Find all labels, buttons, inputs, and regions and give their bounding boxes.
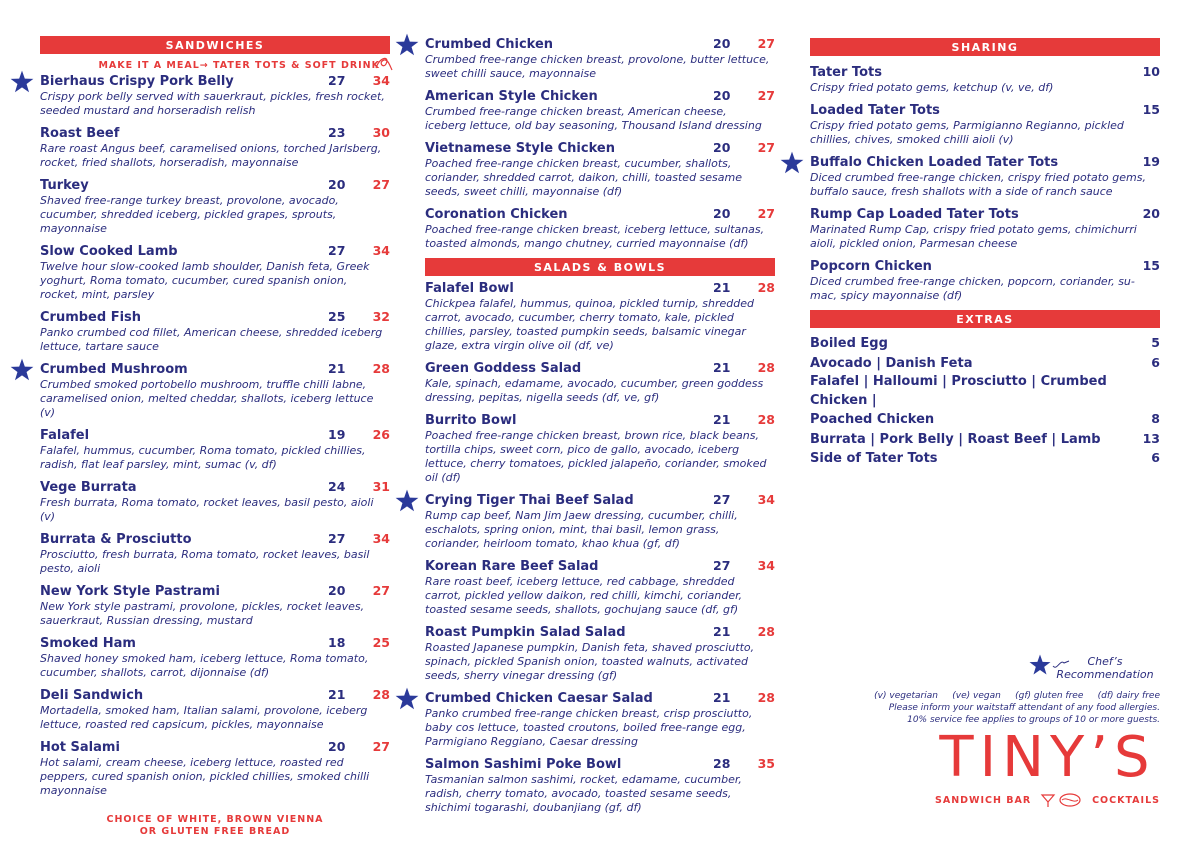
item-description: Crumbed free-range chicken breast, American cheese, iceberg lettuce, old bay seasoning, Thousand Island dressing bbox=[425, 105, 762, 132]
item-price: 20 bbox=[713, 88, 731, 103]
item-header bbox=[425, 360, 775, 377]
item-meal-price: 27 bbox=[372, 583, 390, 598]
item-header bbox=[425, 140, 775, 157]
item-header bbox=[40, 739, 390, 756]
item-name: Crumbed Chicken Caesar Salad bbox=[425, 691, 653, 706]
extras-price: 8 bbox=[1151, 411, 1160, 426]
item-name: Buffalo Chicken Loaded Tater Tots bbox=[810, 155, 1059, 170]
item-description: Roasted Japanese pumpkin, Danish feta, shaved prosciutto, spinach, pickled Spanish onion, toasted walnuts, activated seeds, sherry vinegar dressing (gf) bbox=[425, 641, 755, 682]
item-meal-price: 26 bbox=[372, 427, 390, 442]
item-meal-price: 28 bbox=[372, 361, 390, 376]
item-header bbox=[40, 309, 390, 326]
menu-item-salmon-sashimi-poke-bowl bbox=[425, 756, 775, 815]
item-price: 24 bbox=[328, 479, 346, 494]
item-description: Crispy pork belly served with sauerkraut, pickles, fresh rocket, seeded mustard and horseradish relish bbox=[40, 90, 385, 117]
item-name: Korean Rare Beef Salad bbox=[425, 559, 599, 574]
legend-line-3: 10% service fee applies to groups of 10 or more guests. bbox=[907, 715, 1160, 725]
item-description: Mortadella, smoked ham, Italian salami, provolone, iceberg lettuce, roasted red capsicum, pickles, mayonnaise bbox=[40, 704, 368, 731]
item-price: 21 bbox=[713, 412, 731, 427]
item-description: Crispy fried potato gems, ketchup (v, ve, df) bbox=[810, 81, 1054, 94]
item-description: Twelve hour slow-cooked lamb shoulder, Danish feta, Greek yoghurt, Roma tomato, cucumber, cured spanish onion, rocket, mint, parsley bbox=[40, 260, 370, 301]
tinys-logo bbox=[935, 725, 1160, 808]
item-header bbox=[40, 427, 390, 444]
item-description: Fresh burrata, Roma tomato, rocket leaves, basil pesto, aioli (v) bbox=[40, 496, 374, 523]
item-header bbox=[40, 687, 390, 704]
swirl-icon bbox=[374, 54, 394, 72]
sandwiches-column bbox=[40, 36, 390, 838]
item-price: 19 bbox=[328, 427, 346, 442]
item-header bbox=[40, 73, 390, 90]
item-name: New York Style Pastrami bbox=[40, 584, 220, 599]
item-name: Crumbed Mushroom bbox=[40, 362, 188, 377]
item-price: 20 bbox=[713, 206, 731, 221]
menu-item-roast-beef bbox=[40, 125, 390, 170]
menu-item-korean-rare-beef-salad bbox=[425, 558, 775, 617]
item-price: 10 bbox=[1142, 64, 1160, 79]
menu-item-crumbed-mushroom bbox=[40, 361, 390, 420]
item-price: 21 bbox=[328, 361, 346, 376]
item-name: Tater Tots bbox=[810, 65, 882, 80]
item-name: Turkey bbox=[40, 178, 89, 193]
item-price: 27 bbox=[328, 243, 346, 258]
dietary-legend bbox=[840, 690, 1160, 726]
extras-name: Boiled Egg bbox=[810, 336, 888, 351]
item-description: Crumbed free-range chicken breast, provolone, butter lettuce, sweet chilli sauce, mayonnaise bbox=[425, 53, 770, 80]
item-description: Panko crumbed free-range chicken breast, crisp prosciutto, baby cos lettuce, toasted croutons, boiled free-range egg, Parmigiano Reggiano, Caesar dressing bbox=[425, 707, 753, 748]
item-name: Vege Burrata bbox=[40, 480, 137, 495]
extras-price: 6 bbox=[1151, 354, 1160, 370]
menu-item-bierhaus-crispy-pork-belly bbox=[40, 73, 390, 118]
item-name: Popcorn Chicken bbox=[810, 259, 932, 274]
item-price: 21 bbox=[713, 360, 731, 375]
item-name: Roast Beef bbox=[40, 126, 120, 141]
item-meal-price: 27 bbox=[757, 140, 775, 155]
item-header bbox=[40, 531, 390, 548]
star-icon bbox=[1028, 653, 1052, 677]
item-header bbox=[40, 177, 390, 194]
menu-item-falafel bbox=[40, 427, 390, 472]
item-header bbox=[40, 125, 390, 142]
item-meal-price: 27 bbox=[757, 206, 775, 221]
item-name: Bierhaus Crispy Pork Belly bbox=[40, 74, 234, 89]
menu-item-burrito-bowl bbox=[425, 412, 775, 485]
menu-item-crumbed-fish bbox=[40, 309, 390, 354]
menu-item-vietnamese-style-chicken bbox=[425, 140, 775, 199]
bread-note-line-1: CHOICE OF WHITE, BROWN VIENNA bbox=[106, 814, 324, 825]
item-meal-price: 28 bbox=[757, 690, 775, 705]
meal-note bbox=[40, 60, 380, 71]
item-description: Prosciutto, fresh burrata, Roma tomato, rocket leaves, basil pesto, aioli bbox=[40, 548, 370, 575]
item-meal-price: 32 bbox=[372, 309, 390, 324]
menu-item-rump-cap-loaded-tater-tots bbox=[810, 206, 1160, 251]
item-header bbox=[425, 280, 775, 297]
item-price: 20 bbox=[713, 140, 731, 155]
item-price: 20 bbox=[1142, 206, 1160, 221]
item-meal-price: 27 bbox=[757, 36, 775, 51]
menu-item-hot-salami bbox=[40, 739, 390, 798]
extras-price: 5 bbox=[1151, 335, 1160, 350]
item-meal-price: 25 bbox=[372, 635, 390, 650]
legend-line-2: Please inform your waitstaff attendant of any food allergies. bbox=[888, 703, 1160, 713]
logo-subline bbox=[935, 792, 1160, 808]
item-name: Rump Cap Loaded Tater Tots bbox=[810, 207, 1019, 222]
sharing-list bbox=[810, 64, 1160, 303]
item-description: Rump cap beef, Nam Jim Jaew dressing, cucumber, chilli, eschalots, spring onion, mint, thai basil, lemon grass, coriander, heirloom tomato, khao khua (gf, df) bbox=[425, 509, 738, 550]
item-meal-price: 31 bbox=[372, 479, 390, 494]
star-icon bbox=[394, 32, 420, 58]
legend-line-1: (v) vegetarian (ve) vegan (gf) gluten free (df) dairy free bbox=[874, 691, 1160, 701]
item-price: 27 bbox=[328, 531, 346, 546]
sharing-extras-column bbox=[810, 38, 1160, 469]
item-price: 15 bbox=[1142, 102, 1160, 117]
item-description: Panko crumbed cod fillet, American cheese, shredded iceberg lettuce, tartare sauce bbox=[40, 326, 383, 353]
menu-item-turkey bbox=[40, 177, 390, 236]
extras-item bbox=[810, 410, 1160, 430]
item-price: 23 bbox=[328, 125, 346, 140]
menu-item-burrata-prosciutto bbox=[40, 531, 390, 576]
item-name: Hot Salami bbox=[40, 740, 120, 755]
bread-note bbox=[40, 814, 390, 838]
item-name: Burrito Bowl bbox=[425, 413, 517, 428]
menu-item-buffalo-chicken-loaded-tater-tots bbox=[810, 154, 1160, 199]
item-name: Roast Pumpkin Salad Salad bbox=[425, 625, 626, 640]
item-header bbox=[40, 243, 390, 260]
item-meal-price: 34 bbox=[372, 73, 390, 88]
salad-list bbox=[425, 280, 775, 815]
star-icon bbox=[394, 488, 420, 514]
item-price: 20 bbox=[328, 739, 346, 754]
item-name: Smoked Ham bbox=[40, 636, 136, 651]
sandwich-list bbox=[40, 73, 390, 798]
item-meal-price: 34 bbox=[372, 243, 390, 258]
sharing-banner: SHARING bbox=[810, 38, 1160, 56]
item-price: 21 bbox=[328, 687, 346, 702]
star-icon bbox=[394, 686, 420, 712]
item-description: New York style pastrami, provolone, pickles, rocket leaves, sauerkraut, Russian dressing, mustard bbox=[40, 600, 365, 627]
item-price: 20 bbox=[328, 583, 346, 598]
item-meal-price: 35 bbox=[757, 756, 775, 771]
item-header bbox=[425, 412, 775, 429]
item-description: Shaved honey smoked ham, iceberg lettuce, Roma tomato, cucumber, shallots, carrot, dijonnaise (df) bbox=[40, 652, 369, 679]
item-header bbox=[40, 635, 390, 652]
item-name: Burrata & Prosciutto bbox=[40, 532, 192, 547]
item-meal-price: 27 bbox=[372, 739, 390, 754]
item-header bbox=[425, 558, 775, 575]
item-name: Vietnamese Style Chicken bbox=[425, 141, 615, 156]
item-meal-price: 34 bbox=[757, 558, 775, 573]
item-name: Slow Cooked Lamb bbox=[40, 244, 178, 259]
item-header bbox=[40, 583, 390, 600]
chef-recommendation bbox=[1050, 655, 1160, 681]
item-description: Diced crumbed free-range chicken, popcorn, coriander, su- mac, spicy mayonnaise (df) bbox=[810, 275, 1135, 302]
chicken-salads-column bbox=[425, 36, 775, 822]
extras-name: Poached Chicken bbox=[810, 412, 935, 427]
menu-item-green-goddess-salad bbox=[425, 360, 775, 405]
item-header bbox=[810, 64, 1160, 81]
item-description: Chickpea falafel, hummus, quinoa, pickled turnip, shredded carrot, avocado, cucumber, cherry tomato, kale, pickled chillies, parsley, toasted pumpkin seeds, balsamic vinegar glaze, extra virgin olive oil (df, ve) bbox=[425, 297, 755, 352]
menu-item-falafel-bowl bbox=[425, 280, 775, 353]
item-description: Crispy fried potato gems, Parmigianno Regianno, pickled chillies, chives, smoked chilli aioli (v) bbox=[810, 119, 1124, 146]
item-name: Falafel bbox=[40, 428, 90, 443]
item-description: Poached free-range chicken breast, cucumber, shallots, coriander, shredded carrot, daikon, chilli, toasted sesame seeds, sweet chilli, mayonnaise (df) bbox=[425, 157, 743, 198]
item-header bbox=[425, 756, 775, 773]
item-meal-price: 27 bbox=[372, 177, 390, 192]
item-price: 27 bbox=[713, 558, 731, 573]
item-price: 15 bbox=[1142, 258, 1160, 273]
item-meal-price: 28 bbox=[757, 360, 775, 375]
item-meal-price: 27 bbox=[757, 88, 775, 103]
item-meal-price: 30 bbox=[372, 125, 390, 140]
item-description: Shaved free-range turkey breast, provolone, avocado, cucumber, shredded iceberg, pickled grapes, sprouts, mayonnaise bbox=[40, 194, 339, 235]
item-name: Green Goddess Salad bbox=[425, 361, 582, 376]
item-name: Salmon Sashimi Poke Bowl bbox=[425, 757, 622, 772]
menu-item-crying-tiger-thai-beef-salad bbox=[425, 492, 775, 551]
menu-item-american-style-chicken bbox=[425, 88, 775, 133]
item-header bbox=[425, 624, 775, 641]
item-name: Coronation Chicken bbox=[425, 207, 568, 222]
menu-item-tater-tots bbox=[810, 64, 1160, 95]
item-meal-price: 28 bbox=[372, 687, 390, 702]
item-description: Poached free-range chicken breast, brown rice, black beans, tortilla chips, sweet corn, pico de gallo, avocado, iceberg lettuce, cherry tomatoes, pickled jalapeño, coriander, smoked oil (df) bbox=[425, 429, 767, 484]
extras-item bbox=[810, 373, 1160, 410]
star-icon bbox=[779, 150, 805, 176]
item-price: 21 bbox=[713, 280, 731, 295]
item-header bbox=[810, 102, 1160, 119]
star-icon bbox=[9, 69, 35, 95]
logo-left-text: SANDWICH BAR bbox=[935, 794, 1032, 806]
item-price: 21 bbox=[713, 624, 731, 639]
menu-item-loaded-tater-tots bbox=[810, 102, 1160, 147]
item-header bbox=[810, 206, 1160, 223]
menu-item-smoked-ham bbox=[40, 635, 390, 680]
menu-item-slow-cooked-lamb bbox=[40, 243, 390, 302]
menu-item-popcorn-chicken bbox=[810, 258, 1160, 303]
item-description: Rare roast beef, iceberg lettuce, red cabbage, shredded carrot, pickled yellow daikon, red chilli, kimchi, coriander, toasted sesame seeds, shallots, gochujang sauce (df, gf) bbox=[425, 575, 743, 616]
extras-name: Avocado | Danish Feta bbox=[810, 355, 973, 371]
menu-item-coronation-chicken bbox=[425, 206, 775, 251]
item-description: Rare roast Angus beef, caramelised onions, torched Jarlsberg, rocket, fried shallots, horseradish, mayonnaise bbox=[40, 142, 382, 169]
item-header bbox=[40, 361, 390, 378]
item-name: Crumbed Fish bbox=[40, 310, 142, 325]
item-name: Falafel Bowl bbox=[425, 281, 514, 296]
item-meal-price: 28 bbox=[757, 624, 775, 639]
item-meal-price: 28 bbox=[757, 280, 775, 295]
extras-list bbox=[810, 334, 1160, 469]
arrow-icon bbox=[1052, 657, 1070, 671]
item-price: 20 bbox=[713, 36, 731, 51]
item-header bbox=[40, 479, 390, 496]
meal-note-text: MAKE IT A MEAL→ TATER TOTS & SOFT DRINK bbox=[98, 60, 380, 71]
extras-price: 13 bbox=[1142, 430, 1160, 446]
item-meal-price: 34 bbox=[372, 531, 390, 546]
item-price: 25 bbox=[328, 309, 346, 324]
menu-item-crumbed-chicken bbox=[425, 36, 775, 81]
menu-item-vege-burrata bbox=[40, 479, 390, 524]
menu-item-roast-pumpkin-salad-salad bbox=[425, 624, 775, 683]
menu-item-crumbed-chicken-caesar-salad bbox=[425, 690, 775, 749]
extras-item bbox=[810, 430, 1160, 450]
item-description: Poached free-range chicken breast, iceberg lettuce, sultanas, toasted almonds, mango chutney, curried mayonnaise (df) bbox=[425, 223, 765, 250]
extras-item bbox=[810, 334, 1160, 354]
item-name: Loaded Tater Tots bbox=[810, 103, 940, 118]
logo-wordmark: TINY’S bbox=[939, 725, 1156, 790]
item-header bbox=[425, 88, 775, 105]
item-header bbox=[810, 154, 1160, 171]
item-price: 20 bbox=[328, 177, 346, 192]
item-description: Kale, spinach, edamame, avocado, cucumber, green goddess dressing, pepitas, nigella seeds (df, ve, gf) bbox=[425, 377, 764, 404]
item-name: Crying Tiger Thai Beef Salad bbox=[425, 493, 634, 508]
item-description: Tasmanian salmon sashimi, rocket, edamame, cucumber, radish, cherry tomato, avocado, toasted sesame seeds, shichimi togarashi, doubanjiang (gf, df) bbox=[425, 773, 742, 814]
item-header bbox=[810, 258, 1160, 275]
item-price: 18 bbox=[328, 635, 346, 650]
item-name: Deli Sandwich bbox=[40, 688, 144, 703]
salads-banner: SALADS & BOWLS bbox=[425, 258, 775, 276]
extras-price: 6 bbox=[1151, 450, 1160, 465]
item-meal-price: 34 bbox=[757, 492, 775, 507]
bread-note-line-2: OR GLUTEN FREE BREAD bbox=[139, 826, 291, 837]
item-name: Crumbed Chicken bbox=[425, 37, 554, 52]
extras-item bbox=[810, 354, 1160, 374]
extras-name: Burrata | Pork Belly | Roast Beef | Lamb bbox=[810, 431, 1101, 447]
item-price: 28 bbox=[713, 756, 731, 771]
menu-item-new-york-style-pastrami bbox=[40, 583, 390, 628]
star-icon bbox=[9, 357, 35, 383]
item-description: Diced crumbed free-range chicken, crispy fried potato gems, buffalo sauce, fresh shallots with a side of ranch sauce bbox=[810, 171, 1146, 198]
item-price: 19 bbox=[1142, 154, 1160, 169]
item-price: 21 bbox=[713, 690, 731, 705]
item-description: Hot salami, cream cheese, iceberg lettuce, roasted red peppers, cured spanish onion, pickled chillies, smoked chilli mayonnaise bbox=[40, 756, 370, 797]
extras-item bbox=[810, 449, 1160, 469]
item-meal-price: 28 bbox=[757, 412, 775, 427]
chef-line-2: Recommendation bbox=[1056, 668, 1154, 681]
cocktail-icon bbox=[1040, 792, 1084, 808]
item-price: 27 bbox=[328, 73, 346, 88]
item-header bbox=[425, 206, 775, 223]
extras-name: Side of Tater Tots bbox=[810, 451, 938, 466]
chicken-list bbox=[425, 36, 775, 251]
logo-right-text: COCKTAILS bbox=[1092, 794, 1160, 806]
item-description: Falafel, hummus, cucumber, Roma tomato, pickled chillies, radish, flat leaf parsley, mint, sumac (v, df) bbox=[40, 444, 366, 471]
sandwiches-banner: SANDWICHES bbox=[40, 36, 390, 54]
item-header bbox=[425, 492, 775, 509]
item-name: American Style Chicken bbox=[425, 89, 598, 104]
item-description: Marinated Rump Cap, crispy fried potato gems, chimichurri aioli, pickled onion, Parmesan cheese bbox=[810, 223, 1137, 250]
item-header bbox=[425, 690, 775, 707]
item-description: Crumbed smoked portobello mushroom, truffle chilli labne, caramelised onion, melted cheddar, shallots, iceberg lettuce (v) bbox=[40, 378, 374, 419]
item-price: 27 bbox=[713, 492, 731, 507]
chef-line-1: Chef’s bbox=[1087, 655, 1123, 668]
extras-name: Falafel | Halloumi | Prosciutto | Crumbed Chicken | bbox=[810, 374, 1107, 408]
item-header bbox=[425, 36, 775, 53]
menu-item-deli-sandwich bbox=[40, 687, 390, 732]
extras-banner: EXTRAS bbox=[810, 310, 1160, 328]
